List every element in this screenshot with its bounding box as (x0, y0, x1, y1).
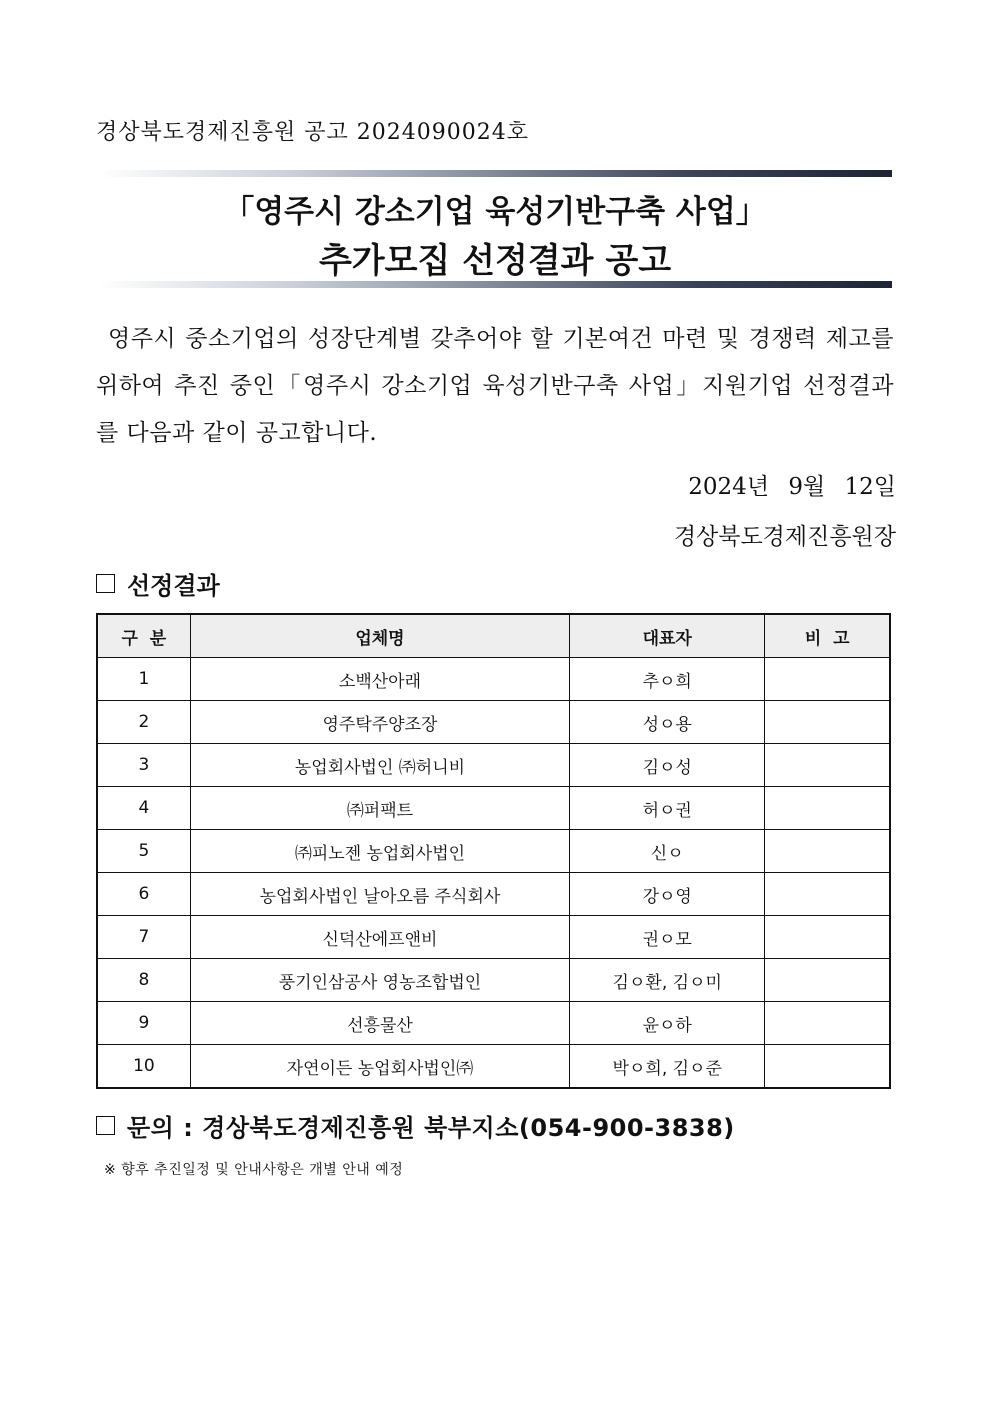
announcement-date: 2024년 9월 12일 (688, 474, 896, 500)
square-bullet-icon (96, 1116, 115, 1135)
announcement-body (96, 316, 894, 457)
header-note: 비 고 (765, 614, 890, 658)
header-company: 업체명 (190, 614, 569, 658)
row-note (765, 744, 890, 787)
row-note (765, 959, 890, 1002)
row-company: 선흥물산 (190, 1002, 569, 1045)
row-representative: 김ㅇ환, 김ㅇ미 (570, 959, 765, 1002)
table-row (97, 1045, 890, 1089)
row-company: ㈜퍼팩트 (190, 787, 569, 830)
contact-heading (96, 1108, 735, 1143)
row-company: 소백산아래 (190, 658, 569, 701)
row-no: 3 (97, 744, 190, 787)
square-bullet-icon (96, 574, 115, 593)
results-table (96, 613, 891, 1089)
table-row (97, 658, 890, 701)
row-no: 1 (97, 658, 190, 701)
row-representative: 권ㅇ모 (570, 916, 765, 959)
row-company: 풍기인삼공사 영농조합법인 (190, 959, 569, 1002)
table-row (97, 830, 890, 873)
table-header-row (97, 614, 890, 658)
row-representative: 추ㅇ희 (570, 658, 765, 701)
row-representative: 김ㅇ성 (570, 744, 765, 787)
row-note (765, 701, 890, 744)
row-note (765, 1045, 890, 1089)
row-note (765, 830, 890, 873)
row-company: ㈜피노젠 농업회사법인 (190, 830, 569, 873)
row-representative: 윤ㅇ하 (570, 1002, 765, 1045)
row-note (765, 1002, 890, 1045)
row-representative: 강ㅇ영 (570, 873, 765, 916)
row-no: 9 (97, 1002, 190, 1045)
contact-text: 문의 : 경상북도경제진흥원 북부지소(054-900-3838) (127, 1114, 735, 1142)
row-note (765, 658, 890, 701)
row-representative: 신ㅇ (570, 830, 765, 873)
table-row (97, 916, 890, 959)
row-note (765, 787, 890, 830)
title-line-2: 추가모집 선정결과 공고 (318, 241, 672, 281)
row-representative: 성ㅇ용 (570, 701, 765, 744)
row-representative: 허ㅇ권 (570, 787, 765, 830)
announcement-text: 영주시 중소기업의 성장단계별 갖추어야 할 기본여건 마련 및 경쟁력 제고를 위하여 추진 중인「영주시 강소기업 육성기반구축 사업」지원기업 선정결과를 다음과 같이 공고합니다. (96, 326, 894, 446)
row-note (765, 916, 890, 959)
table-row (97, 701, 890, 744)
title-line-1: 「영주시 강소기업 육성기반구축 사업」 (223, 194, 767, 230)
row-company: 자연이든 농업회사법인㈜ (190, 1045, 569, 1089)
issuer: 경상북도경제진흥원장 (673, 524, 896, 550)
table-row (97, 787, 890, 830)
notice-number: 경상북도경제진흥원 공고 2024090024호 (96, 120, 529, 145)
header-representative: 대표자 (570, 614, 765, 658)
row-no: 5 (97, 830, 190, 873)
row-no: 6 (97, 873, 190, 916)
row-company: 농업회사법인 ㈜허니비 (190, 744, 569, 787)
table-row (97, 744, 890, 787)
row-no: 4 (97, 787, 190, 830)
row-no: 8 (97, 959, 190, 1002)
row-company: 영주탁주양조장 (190, 701, 569, 744)
row-representative: 박ㅇ희, 김ㅇ준 (570, 1045, 765, 1089)
title-bottom-bar (98, 281, 892, 288)
table-row (97, 1002, 890, 1045)
row-company: 농업회사법인 날아오름 주식회사 (190, 873, 569, 916)
results-heading-text: 선정결과 (127, 572, 220, 600)
row-no: 7 (97, 916, 190, 959)
header-no: 구 분 (97, 614, 190, 658)
table-row (97, 873, 890, 916)
row-company: 신덕산에프앤비 (190, 916, 569, 959)
footnote: ※ 향후 추진일정 및 안내사항은 개별 안내 예정 (104, 1162, 404, 1178)
row-no: 2 (97, 701, 190, 744)
title-top-bar (98, 170, 892, 177)
row-no: 10 (97, 1045, 190, 1089)
row-note (765, 873, 890, 916)
results-heading (96, 566, 220, 601)
table-row (97, 959, 890, 1002)
